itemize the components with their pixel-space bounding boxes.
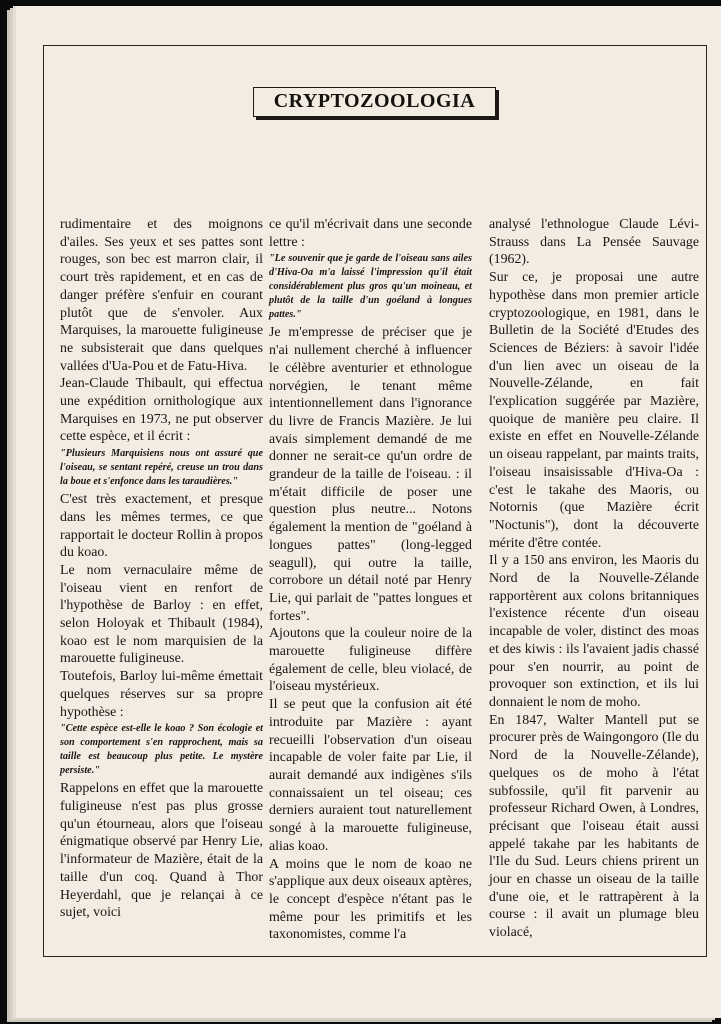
- paragraph: En 1847, Walter Mantell put se procurer près de Waingongoro (Ile du Nord de la Nouvelle-Zélande), quelques os de moho à l'état subfossile, qu'il fit parvenir au professeur Richard Owen, à Londres, précisant que l'oiseau était aussi appelé takahe par les habitants de l'Ile du Sud. Leurs chiens prirent un jour en chasse un oiseau de la taille d'une oie, et le rattrapèrent à la course : il avait un plumage bleu violacé,: [489, 712, 699, 941]
- paragraph: Il se peut que la confusion ait été introduite par Mazière : ayant recueilli l'observation d'un oiseau incapable de voler faite par Lie, il aurait demandé aux indigènes s'ils connaissaient un tel oiseau; ces derniers auraient tout naturellement songé à la marouette fuligineuse, alias koao.: [269, 697, 472, 854]
- paragraph: C'est très exactement, et presque dans les mêmes termes, ce que rapportait le docteur Rollin à propos du koao.: [60, 492, 263, 561]
- paragraph: Ajoutons que la couleur noire de la marouette fuligineuse diffère également de celle, bleu violacé, de l'oiseau mystérieux.: [269, 626, 472, 695]
- paragraph: Rappelons en effet que la marouette fuligineuse n'est pas plus grosse qu'un étourneau, alors que l'oiseau énigmatique observé par Henry Lie, l'informateur de Mazière, était de la taille d'un coq. Quand à Thor Heyerdahl, que je relançai à ce sujet, voici: [60, 781, 263, 921]
- page-title: CRYPTOZOOLOGIA: [253, 87, 496, 117]
- text-column-3: [489, 216, 699, 942]
- paragraph: Jean-Claude Thibault, qui effectua une expédition ornithologique aux Marquises en 1973, ne put observer cette espèce, et il écrit :: [60, 376, 263, 445]
- text-column-2: [269, 216, 472, 944]
- quotation: "Le souvenir que je garde de l'oiseau sans ailes d'Hiva-Oa m'a laissé l'impression qu'il était considérablement plus gros qu'un moineau, et plutôt de la taille d'un goéland à longues pattes.": [269, 253, 472, 321]
- paragraph: A moins que le nom de koao ne s'applique aux deux oiseaux aptères, le concept d'espèce n'étant pas le même pour les primitifs et les taxonomistes, comme l'a: [269, 856, 472, 943]
- paragraph: analysé l'ethnologue Claude Lévi-Strauss dans La Pensée Sauvage (1962).: [489, 217, 699, 268]
- paragraph: Sur ce, je proposai une autre hypothèse dans mon premier article cryptozoologique, en 1981, dans le Bulletin de la Société d'Etudes des Sciences de Béziers: à savoir l'idée d'un lien avec un oiseau de la Nouvelle-Zélande, en fait l'explication suggérée par Mazière, quoique de manière peu claire. Il existe en effet en Nouvelle-Zélande un oiseau rappelant, par maints traits, l'oiseau insaisissable d'Hiva-Oa : c'est le takahe des Maoris, ou Notornis (que Mazière écrit "Noctunis"), dont la découverte mérite d'être contée.: [489, 270, 699, 551]
- paragraph: Il y a 150 ans environ, les Maoris du Nord de la Nouvelle-Zélande rapportèrent aux colons britanniques l'existence récente d'un oiseau incapable de voler, distinct des moas et des kiwis : ils l'avaient jadis chassé pour s'en nourrir, au point de provoquer son extinction, et ils lui donnaient le nom de moho.: [489, 553, 699, 710]
- paragraph: Toutefois, Barloy lui-même émettait quelques réserves sur sa propre hypothèse :: [60, 669, 263, 720]
- paragraph: Je m'empresse de préciser que je n'ai nullement cherché à influencer le célèbre aventurier et ethnologue norvégien, le tenant même intentionnellement dans l'ignorance du livre de Francis Mazière. Je lui avais simplement demandé de me donner ne serait-ce qu'un ordre de grandeur de la taille de l'oiseau. : il m'était difficile de poser une question plus neutre... Notons également la mention de "goéland à longues pattes" (long-legged seagull), qui outre la taille, corrobore un détail noté par Henry Lie, qui parlait de "pattes longues et fortes".: [269, 325, 472, 624]
- paragraph: ce qu'il m'écrivait dans une seconde lettre :: [269, 217, 472, 250]
- paragraph: rudimentaire et des moignons d'ailes. Ses yeux et ses pattes sont rouges, son bec est marron clair, il court très rapidement, et en cas de danger préfère s'enfuir en courant plutôt que de s'envoler. Aux Marquises, la marouette fuligineuse ne subsisterait que dans quelques vallées d'Ua-Pou et de Fatu-Hiva.: [60, 217, 263, 374]
- paragraph: Le nom vernaculaire même de l'oiseau vient en renfort de l'hypothèse de Barloy : en effet, selon Holoyak et Thibault (1984), koao est le nom marquisien de la marouette fuligineuse.: [60, 562, 263, 667]
- text-column-1: [60, 216, 263, 922]
- quotation: "Plusieurs Marquisiens nous ont assuré que l'oiseau, se sentant repéré, creuse un trou dans la boue et s'enfonce dans les taraudières.": [60, 448, 263, 488]
- quotation: "Cette espèce est-elle le koao ? Son écologie et son comportement s'en rapprochent, mais sa taille est beaucoup plus petite. Le mystère persiste.": [60, 723, 263, 777]
